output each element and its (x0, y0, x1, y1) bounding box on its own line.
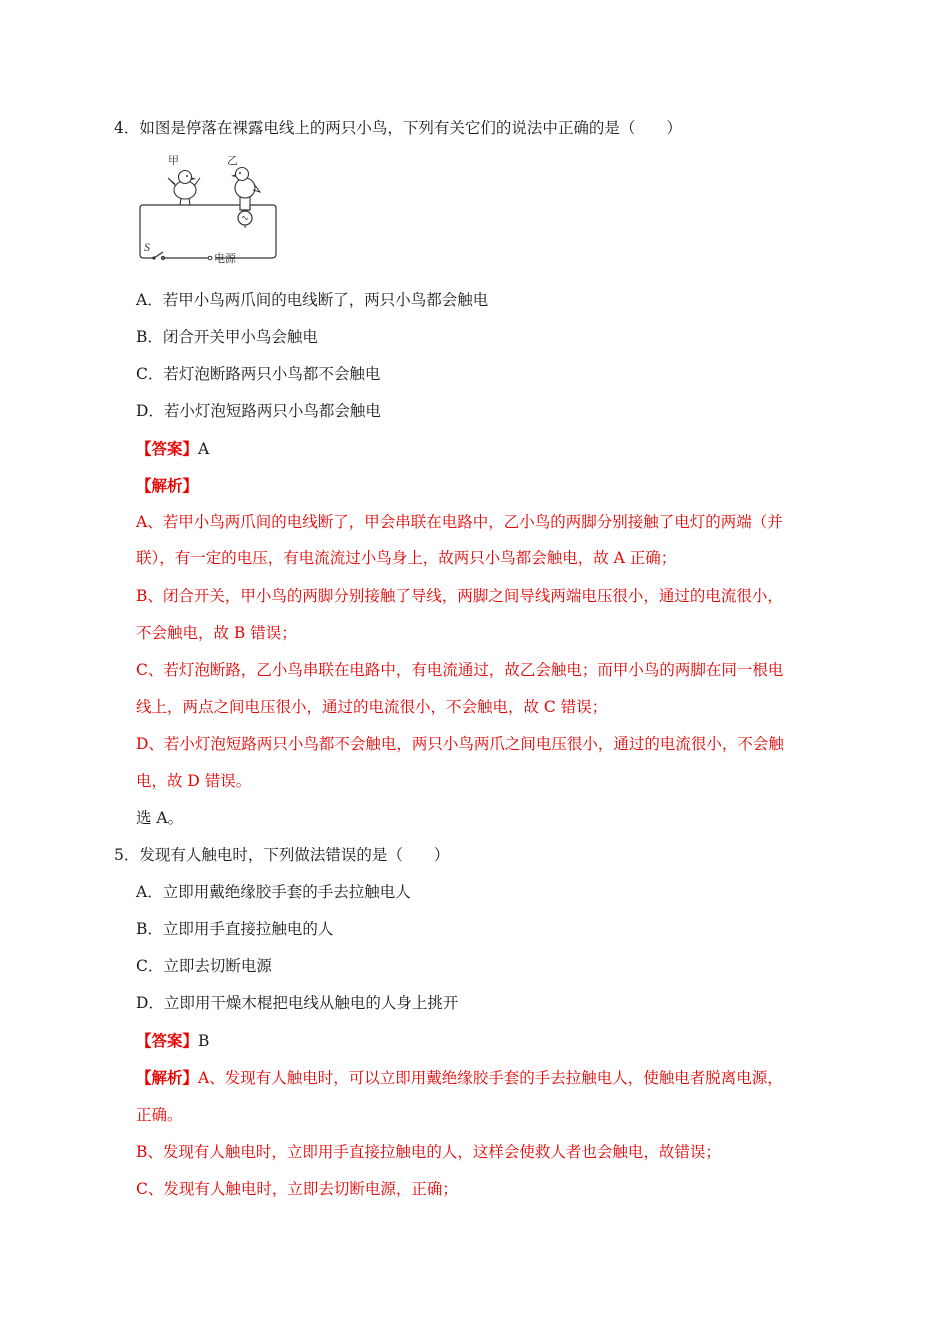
q4-option-b: B．闭合开关甲小鸟会触电 (136, 328, 318, 346)
q4-analysis-line: 联），有一定的电压，有电流流过小鸟身上，故两只小鸟都会触电，故 A 正确； (136, 549, 677, 567)
q5-stem: 5．发现有人触电时，下列做法错误的是（ ） (114, 846, 450, 864)
q4-choose: 选 A。 (136, 809, 184, 827)
q5-analysis-line: 正确。 (136, 1106, 183, 1124)
label-jia: 甲 (168, 154, 179, 167)
q4-analysis-line: 线上，两点之间电压很小，通过的电流很小，不会触电，故 C 错误； (136, 698, 608, 716)
q4-analysis-line: 不会触电，故 B 错误； (136, 624, 297, 642)
q4-analysis-line: B、闭合开关，甲小鸟的两脚分别接触了导线，两脚之间导线两端电压很小，通过的电流很小， (136, 587, 783, 605)
q4-option-d: D．若小灯泡短路两只小鸟都会触电 (136, 402, 381, 420)
q4-analysis-line: C、若灯泡断路，乙小鸟串联在电路中，有电流通过，故乙会触电；而甲小鸟的两脚在同一根电 (136, 661, 784, 679)
q4-option-c: C．若灯泡断路两只小鸟都不会触电 (136, 365, 381, 383)
q5-analysis-line: B、发现有人触电时，立即用手直接拉触电的人，这样会使救人者也会触电，故错误； (136, 1143, 721, 1161)
q5-option-d: D．立即用干燥木棍把电线从触电的人身上挑开 (136, 994, 459, 1012)
q4-circuit-figure (132, 148, 292, 266)
bird-jia-icon (168, 171, 200, 206)
label-yi: 乙 (227, 154, 238, 167)
q5-option-c: C．立即去切断电源 (136, 957, 272, 975)
q4-analysis-line: 电，故 D 错误。 (136, 772, 252, 790)
answer-value: B (198, 1032, 210, 1050)
circuit-diagram (132, 148, 292, 266)
q5-analysis-line: C、发现有人触电时，立即去切断电源，正确； (136, 1180, 458, 1198)
q4-stem: 4．如图是停落在裸露电线上的两只小鸟，下列有关它们的说法中正确的是（ ） (114, 119, 682, 137)
q5-option-a: A．立即用戴绝缘胶手套的手去拉触电人 (136, 883, 411, 901)
lamp-icon (238, 205, 252, 228)
q5-analysis-first (136, 1068, 783, 1088)
answer-tag: 【答案】 (136, 1031, 199, 1050)
analysis-text: A、发现有人触电时，可以立即用戴绝缘胶手套的手去拉触电人，使触电者脱离电源， (198, 1069, 783, 1087)
bird-yi-icon (231, 168, 260, 206)
analysis-tag: 【解析】 (136, 1068, 199, 1087)
label-s: S (144, 240, 150, 254)
q4-analysis-line: A、若甲小鸟两爪间的电线断了，甲会串联在电路中，乙小鸟的两脚分别接触了电灯的两端（并 (136, 513, 783, 531)
q4-option-a: A．若甲小鸟两爪间的电线断了，两只小鸟都会触电 (136, 291, 489, 309)
power-terminal-icon (208, 256, 212, 260)
q4-analysis-tag: 【解析】 (136, 476, 199, 495)
q5-answer (136, 1031, 209, 1051)
answer-tag: 【答案】 (136, 439, 199, 458)
q4-answer (136, 439, 209, 459)
q4-analysis-line: D、若小灯泡短路两只小鸟都不会触电，两只小鸟两爪之间电压很小，通过的电流很小，不会触 (136, 735, 784, 753)
answer-value: A (198, 440, 210, 458)
label-power: 电源 (214, 252, 236, 265)
q5-option-b: B．立即用手直接拉触电的人 (136, 920, 334, 938)
